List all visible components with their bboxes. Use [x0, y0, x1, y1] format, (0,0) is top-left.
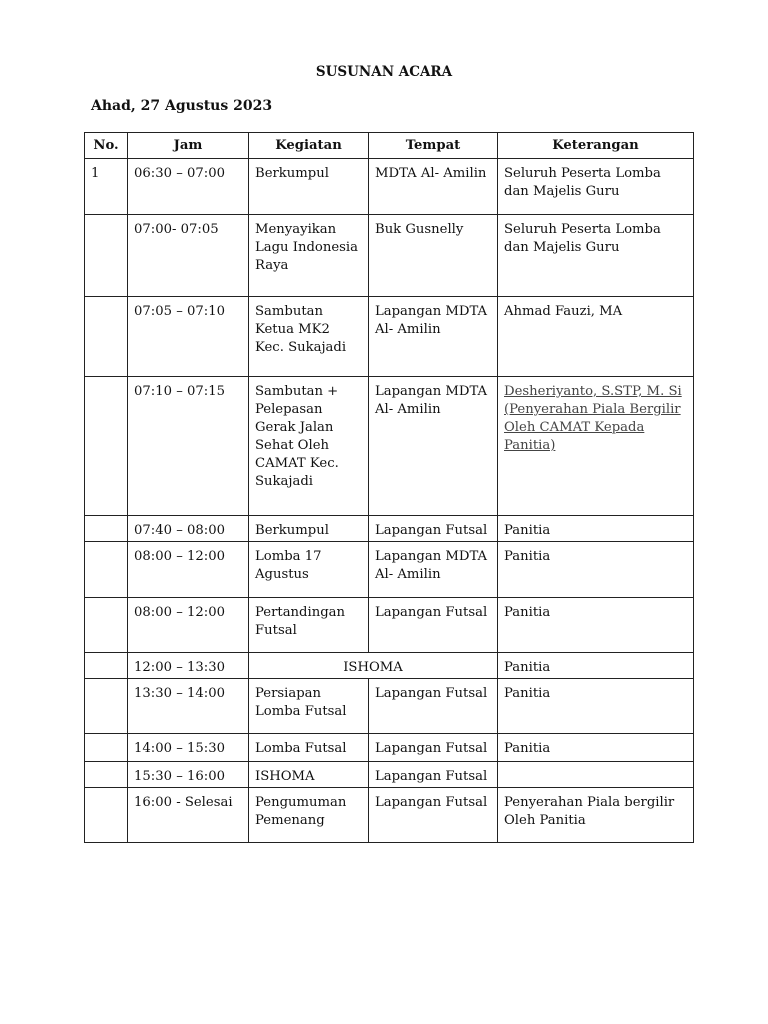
cell-kegiatan: Menyayikan Lagu Indonesia Raya: [249, 215, 369, 297]
cell-keterangan: Penyerahan Piala bergilir Oleh Panitia: [498, 788, 694, 843]
cell-kegiatan: ISHOMA: [249, 762, 369, 788]
cell-no: [85, 788, 128, 843]
cell-no: [85, 516, 128, 542]
cell-jam: 14:00 – 15:30: [128, 734, 249, 762]
cell-kegiatan: Pertandingan Futsal: [249, 598, 369, 653]
cell-jam: 06:30 – 07:00: [128, 159, 249, 215]
header-tempat: Tempat: [369, 133, 498, 159]
cell-no: 1: [85, 159, 128, 215]
cell-tempat: Lapangan MDTA Al- Amilin: [369, 297, 498, 377]
header-no: No.: [85, 133, 128, 159]
table-row: [85, 542, 694, 598]
cell-keterangan: Panitia: [498, 542, 694, 598]
cell-no: [85, 297, 128, 377]
table-row: [85, 734, 694, 762]
header-keterangan: Keterangan: [498, 133, 694, 159]
cell-tempat: Lapangan Futsal: [369, 762, 498, 788]
cell-jam: 08:00 – 12:00: [128, 598, 249, 653]
cell-tempat: Lapangan Futsal: [369, 679, 498, 734]
cell-keterangan: Panitia: [498, 598, 694, 653]
cell-keterangan: Seluruh Peserta Lomba dan Majelis Guru: [498, 159, 694, 215]
cell-no: [85, 762, 128, 788]
table-row: [85, 788, 694, 843]
table-row: [85, 377, 694, 516]
cell-kegiatan: Sambutan Ketua MK2 Kec. Sukajadi: [249, 297, 369, 377]
cell-keterangan: Panitia: [498, 516, 694, 542]
cell-kegiatan: Lomba Futsal: [249, 734, 369, 762]
cell-no: [85, 679, 128, 734]
cell-keterangan: Panitia: [498, 653, 694, 679]
cell-jam: 07:05 – 07:10: [128, 297, 249, 377]
document-title: SUSUNAN ACARA: [315, 64, 453, 80]
cell-jam: 16:00 - Selesai: [128, 788, 249, 843]
cell-no: [85, 542, 128, 598]
table-row: [85, 762, 694, 788]
cell-jam: 07:10 – 07:15: [128, 377, 249, 516]
cell-keterangan: Ahmad Fauzi, MA: [498, 297, 694, 377]
cell-kegiatan-merged: ISHOMA: [249, 653, 498, 679]
cell-keterangan: Panitia: [498, 679, 694, 734]
cell-tempat: Lapangan Futsal: [369, 788, 498, 843]
cell-no: [85, 215, 128, 297]
cell-tempat: MDTA Al- Amilin: [369, 159, 498, 215]
header-jam: Jam: [128, 133, 249, 159]
cell-no: [85, 598, 128, 653]
cell-tempat: Buk Gusnelly: [369, 215, 498, 297]
cell-keterangan: Seluruh Peserta Lomba dan Majelis Guru: [498, 215, 694, 297]
cell-kegiatan: Lomba 17 Agustus: [249, 542, 369, 598]
cell-kegiatan: Persiapan Lomba Futsal: [249, 679, 369, 734]
cell-jam: 07:00- 07:05: [128, 215, 249, 297]
table-row: [85, 159, 694, 215]
table-row: [85, 516, 694, 542]
cell-keterangan: [498, 377, 694, 516]
cell-tempat: Lapangan Futsal: [369, 734, 498, 762]
cell-keterangan: [498, 762, 694, 788]
keterangan-link[interactable]: Desheriyanto, S.STP, M. Si (Penyerahan Piala Bergilir Oleh CAMAT Kepada Panitia): [504, 384, 682, 453]
header-kegiatan: Kegiatan: [249, 133, 369, 159]
cell-no: [85, 653, 128, 679]
cell-jam: 07:40 – 08:00: [128, 516, 249, 542]
cell-kegiatan: Pengumuman Pemenang: [249, 788, 369, 843]
table-row: [85, 598, 694, 653]
cell-tempat: Lapangan Futsal: [369, 598, 498, 653]
table-row: [85, 297, 694, 377]
cell-keterangan: Panitia: [498, 734, 694, 762]
cell-tempat: Lapangan MDTA Al- Amilin: [369, 542, 498, 598]
table-row: [85, 679, 694, 734]
cell-jam: 15:30 – 16:00: [128, 762, 249, 788]
cell-jam: 08:00 – 12:00: [128, 542, 249, 598]
cell-jam: 13:30 – 14:00: [128, 679, 249, 734]
cell-no: [85, 377, 128, 516]
cell-kegiatan: Berkumpul: [249, 516, 369, 542]
cell-tempat: Lapangan Futsal: [369, 516, 498, 542]
cell-tempat: Lapangan MDTA Al- Amilin: [369, 377, 498, 516]
cell-kegiatan: Berkumpul: [249, 159, 369, 215]
cell-jam: 12:00 – 13:30: [128, 653, 249, 679]
schedule-table: [84, 132, 694, 843]
table-row: [85, 653, 694, 679]
cell-no: [85, 734, 128, 762]
cell-kegiatan: Sambutan + Pelepasan Gerak Jalan Sehat Oleh CAMAT Kec. Sukajadi: [249, 377, 369, 516]
table-row: [85, 215, 694, 297]
table-header-row: [85, 133, 694, 159]
event-date: Ahad, 27 Agustus 2023: [91, 98, 273, 114]
